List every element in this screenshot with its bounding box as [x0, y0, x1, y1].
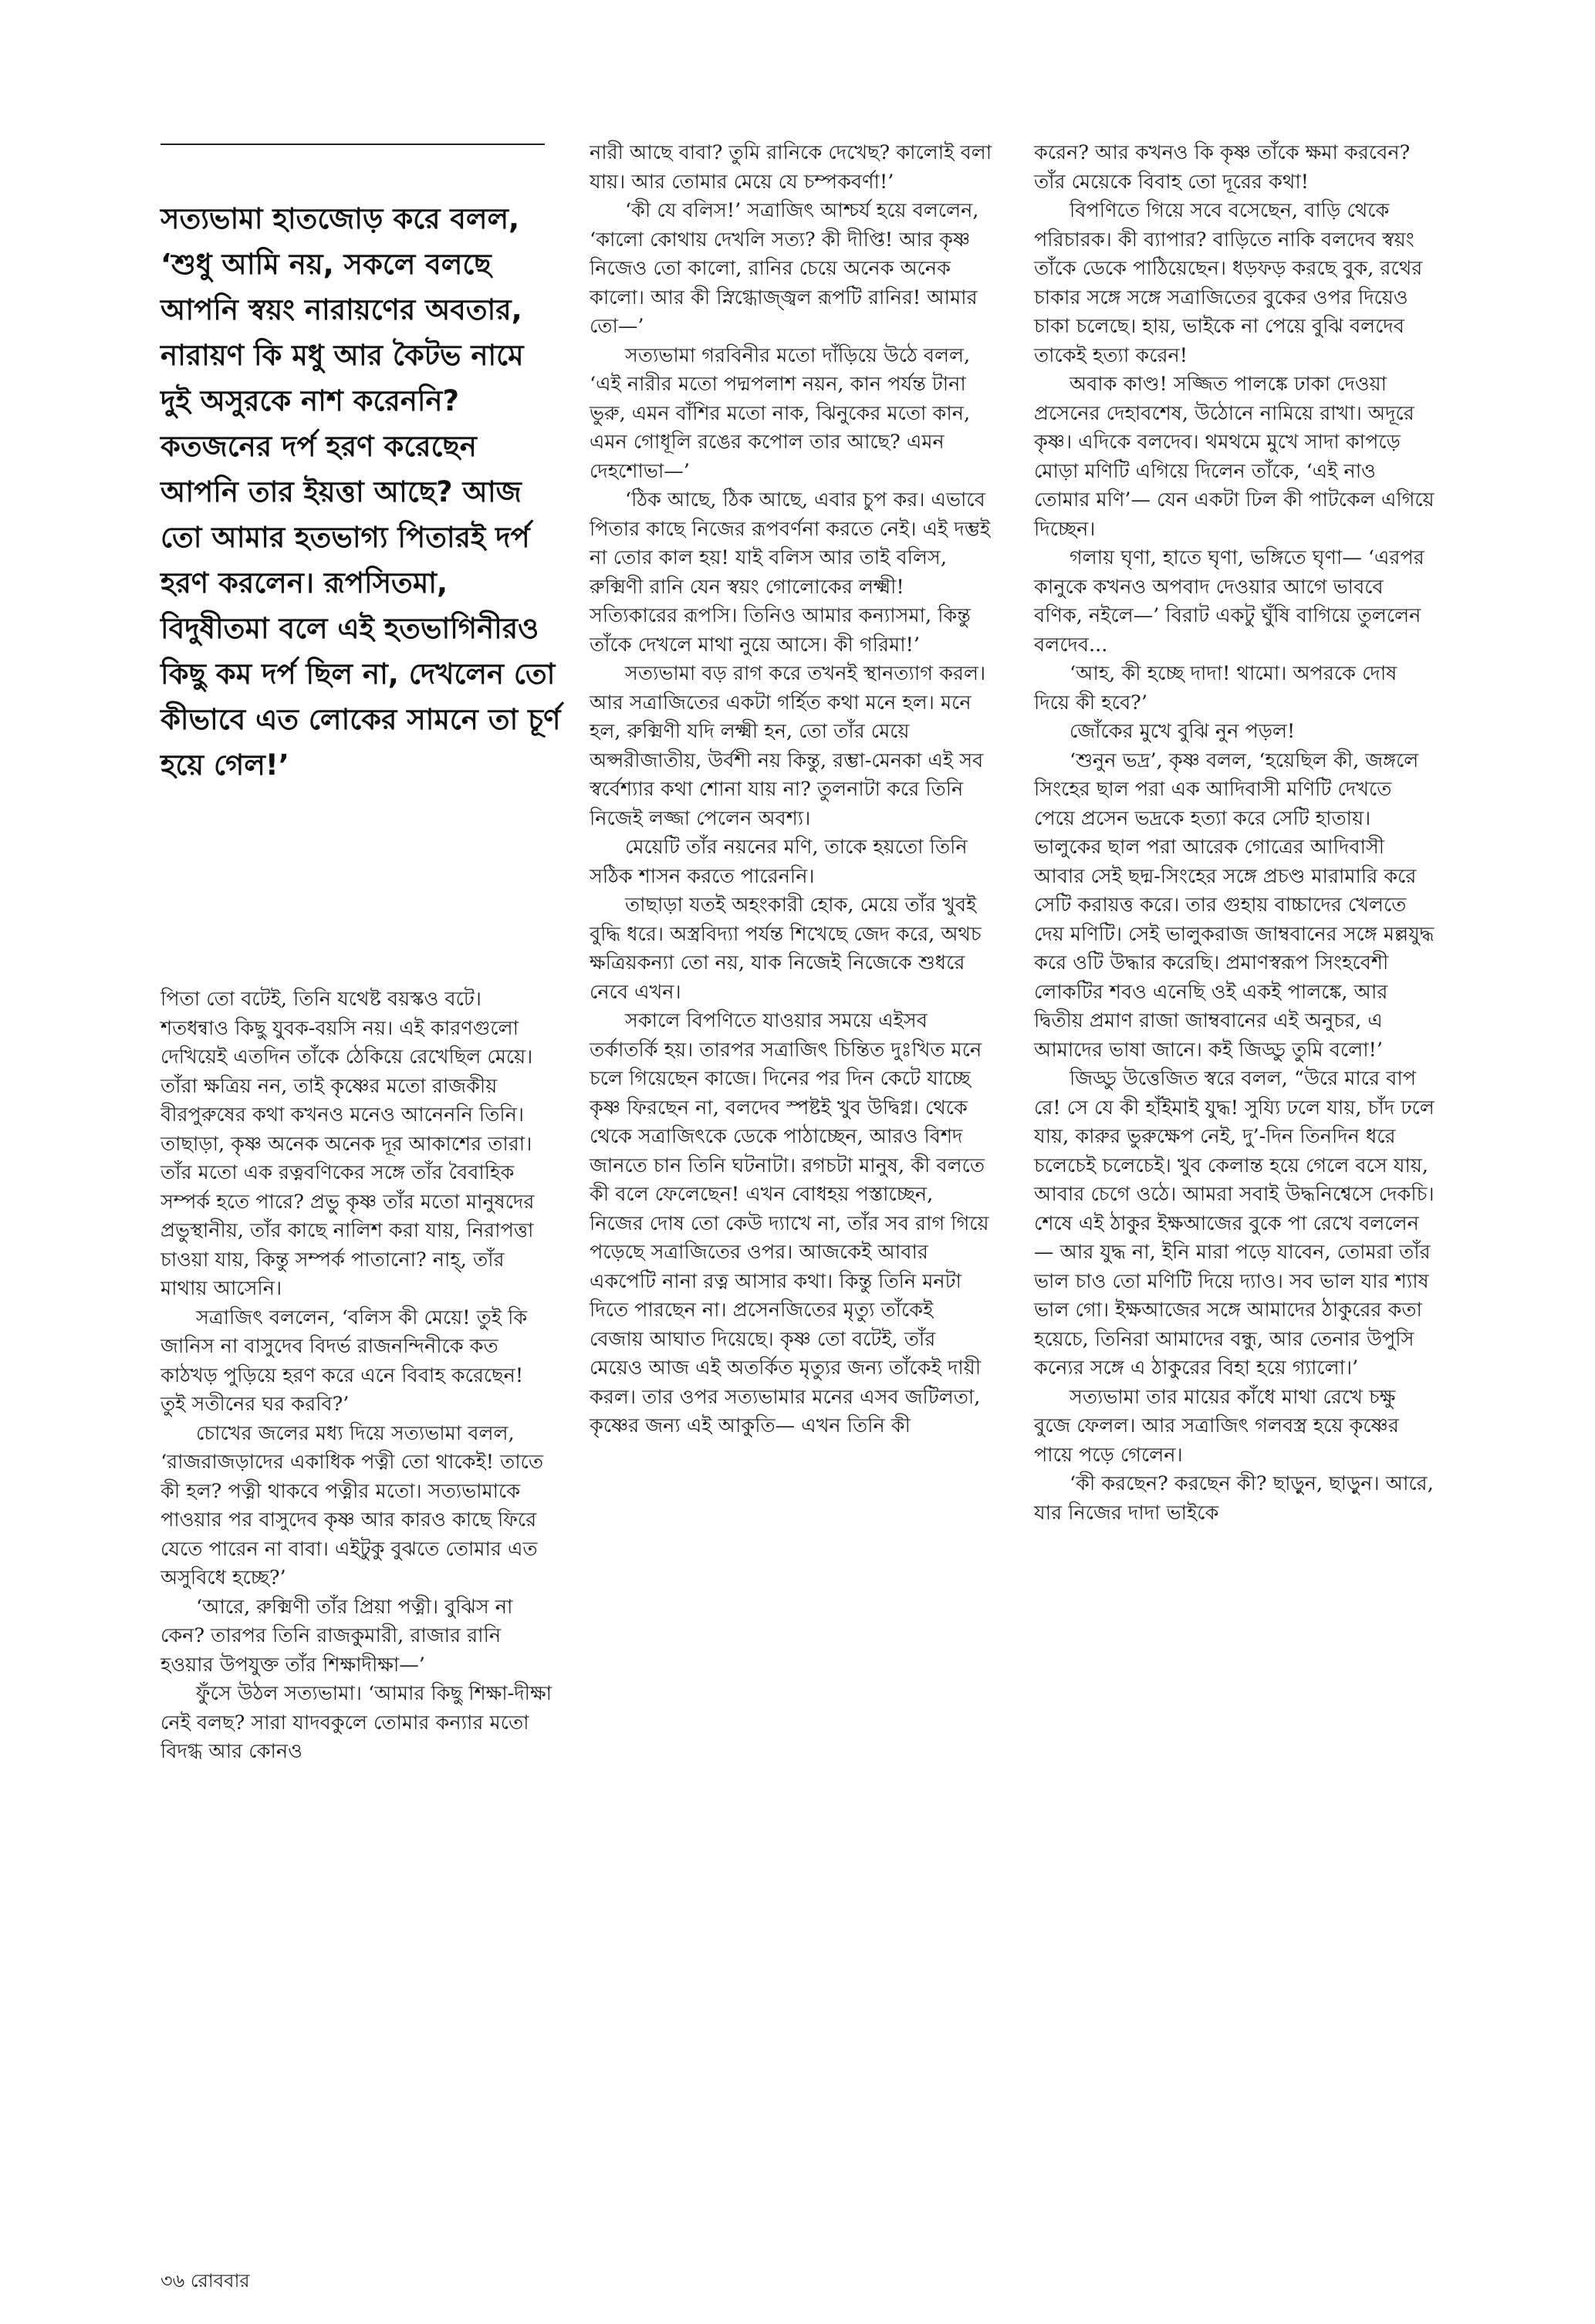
pull-quote: সত্যভামা হাতজোড় করে বলল, ‘শুধু আমি নয়, সকলে বলছে আপনি স্বয়ং নারায়ণের অবতার, নারায়ণ কি মধু আর কৈটভ নামে দুই অসুরকে নাশ করেননি? কতজনের দর্প হরণ করেছেন আপনি তার ইয়ত্তা আছে? আজ তো আমার হতভাগ্য পিতারই দর্প হরণ করলেন। রূপসিতমা, বিদুষীতমা বলে এই হতভাগিনীরও কিছু কম দর্প ছিল না, দেখলেন তো কীভাবে এত লোকের সামনে তা চূর্ণ হয়ে গেল!’: [161, 202, 561, 782]
paragraph: তাছাড়া যতই অহংকারী হোক, মেয়ে তাঁর খুবই বুদ্ধি ধরে। অস্ত্রবিদ্যা পর্যন্ত শিখেছে জেদ করে, অথচ ক্ষত্রিয়কন্যা তো নয়, যাক নিজেই নিজেকে শুধরে নেবে এখন।: [590, 893, 982, 1004]
paragraph: অবাক কাণ্ড! সজ্জিত পালঙ্কে ঢাকা দেওয়া প্রসেনের দেহাবশেষ, উঠোনে নামিয়ে রাখা। অদূরে কৃষ্ণ। এদিকে বলদেব। থমথমে মুখে সাদা কাপড়ে মোড়া মণিটি এগিয়ে দিলেন তাঁকে, ‘এই নাও তোমার মণি’— যেন একটা ঢিল কী পাটকেল এগিয়ে দিচ্ছেন।: [1034, 373, 1434, 541]
paragraph: সত্যভামা গরবিনীর মতো দাঁড়িয়ে উঠে বলল, ‘এই নারীর মতো পদ্মপলাশ নয়ন, কান পর্যন্ত টানা ভুরু, এমন বাঁশির মতো নাক, ঝিনুকের মতো কান, এমন গোধূলি রঙের কপোল তার আছে? এমন দেহশোভা—’: [590, 343, 971, 483]
paragraph: মেয়েটি তাঁর নয়নের মণি, তাকে হয়তো তিনি সঠিক শাসন করতে পারেননি।: [590, 836, 968, 888]
paragraph: সত্যভামা বড় রাগ করে তখনই স্থানত্যাগ করল। আর সত্রাজিতের একটা গর্হিত কথা মনে হল। মনে হল, রুক্মিণী যদি লক্ষ্মী হন, তো তাঁর মেয়ে অপ্সরীজাতীয়, উর্বশী নয় কিন্তু, রম্ভা-মেনকা এই সব স্বর্বেশ্যার কথা শোনা যায় না? তুলনাটা করে তিনি নিজেই লজ্জা পেলেন অবশ্য।: [590, 662, 986, 830]
page-folio: ৩৬ রোববার: [161, 2270, 250, 2292]
paragraph: ‘আহ, কী হচ্ছে দাদা! থামো। অপরকে দোষ দিয়ে কী হবে?’: [1034, 662, 1397, 714]
text-column-3: [1034, 139, 1435, 1528]
paragraph: ‘ঠিক আছে, ঠিক আছে, এবার চুপ কর। এভাবে পিতার কাছে নিজের রূপবর্ণনা করতে নেই। এই দম্ভই না তোর কাল হয়! যাই বলিস আর তাই বলিস, রুক্মিণী রানি যেন স্বয়ং গোলোকের লক্ষ্মী! সত্যিকারের রূপসি। তিনিও আমার কন্যাসমা, কিন্তু তাঁকে দেখলে মাথা নুয়ে আসে। কী গরিমা!’: [590, 488, 991, 657]
paragraph: ফুঁসে উঠল সত্যভামা। ‘আমার কিছু শিক্ষা-দীক্ষা নেই বলছ? সারা যাদবকুলে তোমার কন্যার মতো বিদগ্ধ আর কোনও: [161, 1682, 553, 1763]
paragraph: করেন? আর কখনও কি কৃষ্ণ তাঁকে ক্ষমা করবেন? তাঁর মেয়েকে বিবাহ তো দূরের কথা!: [1034, 141, 1411, 194]
paragraph: ‘আরে, রুক্মিণী তাঁর প্রিয়া পত্নী। বুঝিস না কেন? তারপর তিনি রাজকুমারী, রাজার রানি হওয়ার উপযুক্ত তাঁর শিক্ষাদীক্ষা—’: [161, 1595, 513, 1677]
text-column-2: [590, 139, 992, 1441]
paragraph: ‘কী করছেন? করছেন কী? ছাড়ুন, ছাড়ুন। আরে, যার নিজের দাদা ভাইকে: [1034, 1472, 1434, 1525]
paragraph: জোঁকের মুখে বুঝি নুন পড়ল!: [1070, 720, 1296, 743]
paragraph: পিতা তো বটেই, তিনি যথেষ্ট বয়স্কও বটে। শতধন্বাও কিছু যুবক-বয়সি নয়। এই কারণগুলো দেখিয়েই এতদিন তাঁকে ঠেকিয়ে রেখেছিল মেয়ে। তাঁরা ক্ষত্রিয় নন, তাই কৃষ্ণের মতো রাজকীয় বীরপুরুষের কথা কখনও মনেও আনেননি তিনি। তাছাড়া, কৃষ্ণ অনেক অনেক দূর আকাশের তারা। তাঁর মতো এক রত্নবণিকের সঙ্গে তাঁর বৈবাহিক সম্পর্ক হতে পারে? প্রভু কৃষ্ণ তাঁর মতো মানুষদের প্রভুস্থানীয়, তাঁর কাছে নালিশ করা যায়, নিরাপত্তা চাওয়া যায়, কিন্তু সম্পর্ক পাতানো? নাহ্‌, তাঁর মাথায় আসেনি।: [161, 988, 535, 1300]
paragraph: ‘কী যে বলিস!’ সত্রাজিৎ আশ্চর্য হয়ে বললেন, ‘কালো কোথায় দেখলি সত্য? কী দীপ্তি! আর কৃষ্ণ নিজেও তো কালো, রানির চেয়ে অনেক অনেক কালো। আর কী স্নিগ্ধোজ্জ্বল রূপটি রানির! আমার তো—’: [590, 199, 979, 338]
paragraph: সত্রাজিৎ বললেন, ‘বলিস কী মেয়ে! তুই কি জানিস না বাসুদেব বিদর্ভ রাজনন্দিনীকে কত কাঠখড় পুড়িয়ে হরণ করে এনে বিবাহ করেছেন! তুই সতীনের ঘর করবি?’: [161, 1306, 528, 1416]
paragraph: নারী আছে বাবা? তুমি রানিকে দেখেছ? কালোই বলা যায়। আর তোমার মেয়ে যে চম্পকবর্ণা!’: [590, 141, 992, 194]
paragraph: সকালে বিপণিতে যাওয়ার সময়ে এইসব তর্কাতর্কি হয়। তারপর সত্রাজিৎ চিন্তিত দুঃখিত মনে চলে গিয়েছেন কাজে। দিনের পর দিন কেটে যাচ্ছে কৃষ্ণ ফিরছেন না, বলদেব স্পষ্টই খুব উদ্বিগ্ন। থেকে থেকে সত্রাজিৎকে ডেকে পাঠাচ্ছেন, আরও বিশদ জানতে চান তিনি ঘটনাটা। রগচটা মানুষ, কী বলতে কী বলে ফেলেছেন! এখন বোধহয় পস্তাচ্ছেন, নিজের দোষ তো কেউ দ্যাখে না, তাঁর সব রাগ গিয়ে পড়েছে সত্রাজিতের ওপর। আজকেই আবার একপেটি নানা রত্ন আসার কথা। কিন্তু তিনি মনটা দিতে পারছেন না। প্রসেনজিতের মৃত্যু তাঁকেই বেজায় আঘাত দিয়েছে। কৃষ্ণ তো বটেই, তাঁর মেয়েও আজ এই অতর্কিত মৃত্যুর জন্য তাঁকেই দায়ী করল। তার ওপর সত্যভামার মনের এসব জটিলতা, কৃষ্ণের জন্য এই আকুতি— এখন তিনি কী: [590, 1009, 989, 1437]
paragraph: জিড্ডু উত্তেজিত স্বরে বলল, “উরে মারে বাপ রে! সে যে কী হাঁইমাই যুদ্ধ! সুয্যি ঢলে যায়, চাঁদ ঢলে যায়, কারুর ভুরুক্ষেপ নেই, দু’-দিন তিনদিন ধরে চলেচেই চলেচেই। খুব কেলান্ত হয়ে গেলে বসে যায়, আবার চেগে ওঠে। আমরা সবাই উদ্ধনিশ্বেসে দেকচি। শেষে এই ঠাকুর ইক্ষআজের বুকে পা রেখে বললেন— আর যুদ্ধ না, ইনি মারা পড়ে যাবেন, তোমরা তাঁর ভাল চাও তো মণিটি দিয়ে দ্যাও। সব ভাল যার শ্যাষ ভাল গো। ইক্ষআজের সঙ্গে আমাদের ঠাকুরের কতা হয়েচে, তিনিরা আমাদের বন্ধু, আর তেনার উপুসি কন্যের সঙ্গে এ ঠাকুরের বিহা হয়ে গ্যালো।’: [1034, 1067, 1434, 1380]
paragraph: ‘শুনুন ভদ্র’, কৃষ্ণ বলল, ‘হয়েছিল কী, জঙ্গলে সিংহের ছাল পরা এক আদিবাসী মণিটি দেখতে পেয়ে প্রসেন ভদ্রকে হত্যা করে সেটি হাতায়। ভালুকের ছাল পরা আরেক গোত্রের আদিবাসী আবার সেই ছদ্ম-সিংহের সঙ্গে প্রচণ্ড মারামারি করে সেটি করায়ত্ত করে। তার গুহায় বাচ্চাদের খেলতে দেয় মণিটি। সেই ভালুকরাজ জাম্ববানের সঙ্গে মল্লযুদ্ধ করে ওটি উদ্ধার করেছি। প্রমাণস্বরূপ সিংহবেশী লোকটির শবও এনেছি ওই একই পালঙ্কে, আর দ্বিতীয় প্রমাণ রাজা জাম্ববানের এই অনুচর, এ আমাদের ভাষা জানে। কই জিড্ডু তুমি বলো!’: [1034, 748, 1434, 1062]
paragraph: চোখের জলের মধ্য দিয়ে সত্যভামা বলল, ‘রাজরাজড়াদের একাধিক পত্নী তো থাকেই! তাতে কী হল? পত্নী থাকবে পত্নীর মতো। সত্যভামাকে পাওয়ার পর বাসুদেব কৃষ্ণ আর কারও কাছে ফিরে যেতে পারেন না বাবা। এইটুকু বুঝতে তোমার এত অসুবিধে হচ্ছে?’: [161, 1421, 544, 1589]
paragraph: সত্যভামা তার মায়ের কাঁধে মাথা রেখে চক্ষু বুজে ফেলল। আর সত্রাজিৎ গলবস্ত্র হয়ে কৃষ্ণের পায়ে পড়ে গেলেন।: [1034, 1385, 1399, 1467]
paragraph: বিপণিতে গিয়ে সবে বসেছেন, বাড়ি থেকে পরিচারক। কী ব্যাপার? বাড়িতে নাকি বলদেব স্বয়ং তাঁকে ডেকে পাঠিয়েছেন। ধড়ফড় করছে বুক, রথের চাকার সঙ্গে সঙ্গে সত্রাজিতের বুকের ওপর দিয়েও চাকা চলেছে। হায়, ভাইকে না পেয়ে বুঝি বলদেব তাকেই হত্যা করেন!: [1034, 199, 1423, 367]
paragraph: গলায় ঘৃণা, হাতে ঘৃণা, ভঙ্গিতে ঘৃণা— ‘এরপর কানুকে কখনও অপবাদ দেওয়ার আগে ভাববে বণিক, নইলে—’ বিরাট একটু ঘুঁষি বাগিয়ে তুললেন বলদেব...: [1034, 546, 1424, 657]
text-column-1: [161, 985, 554, 1767]
column-rule: [161, 144, 545, 145]
